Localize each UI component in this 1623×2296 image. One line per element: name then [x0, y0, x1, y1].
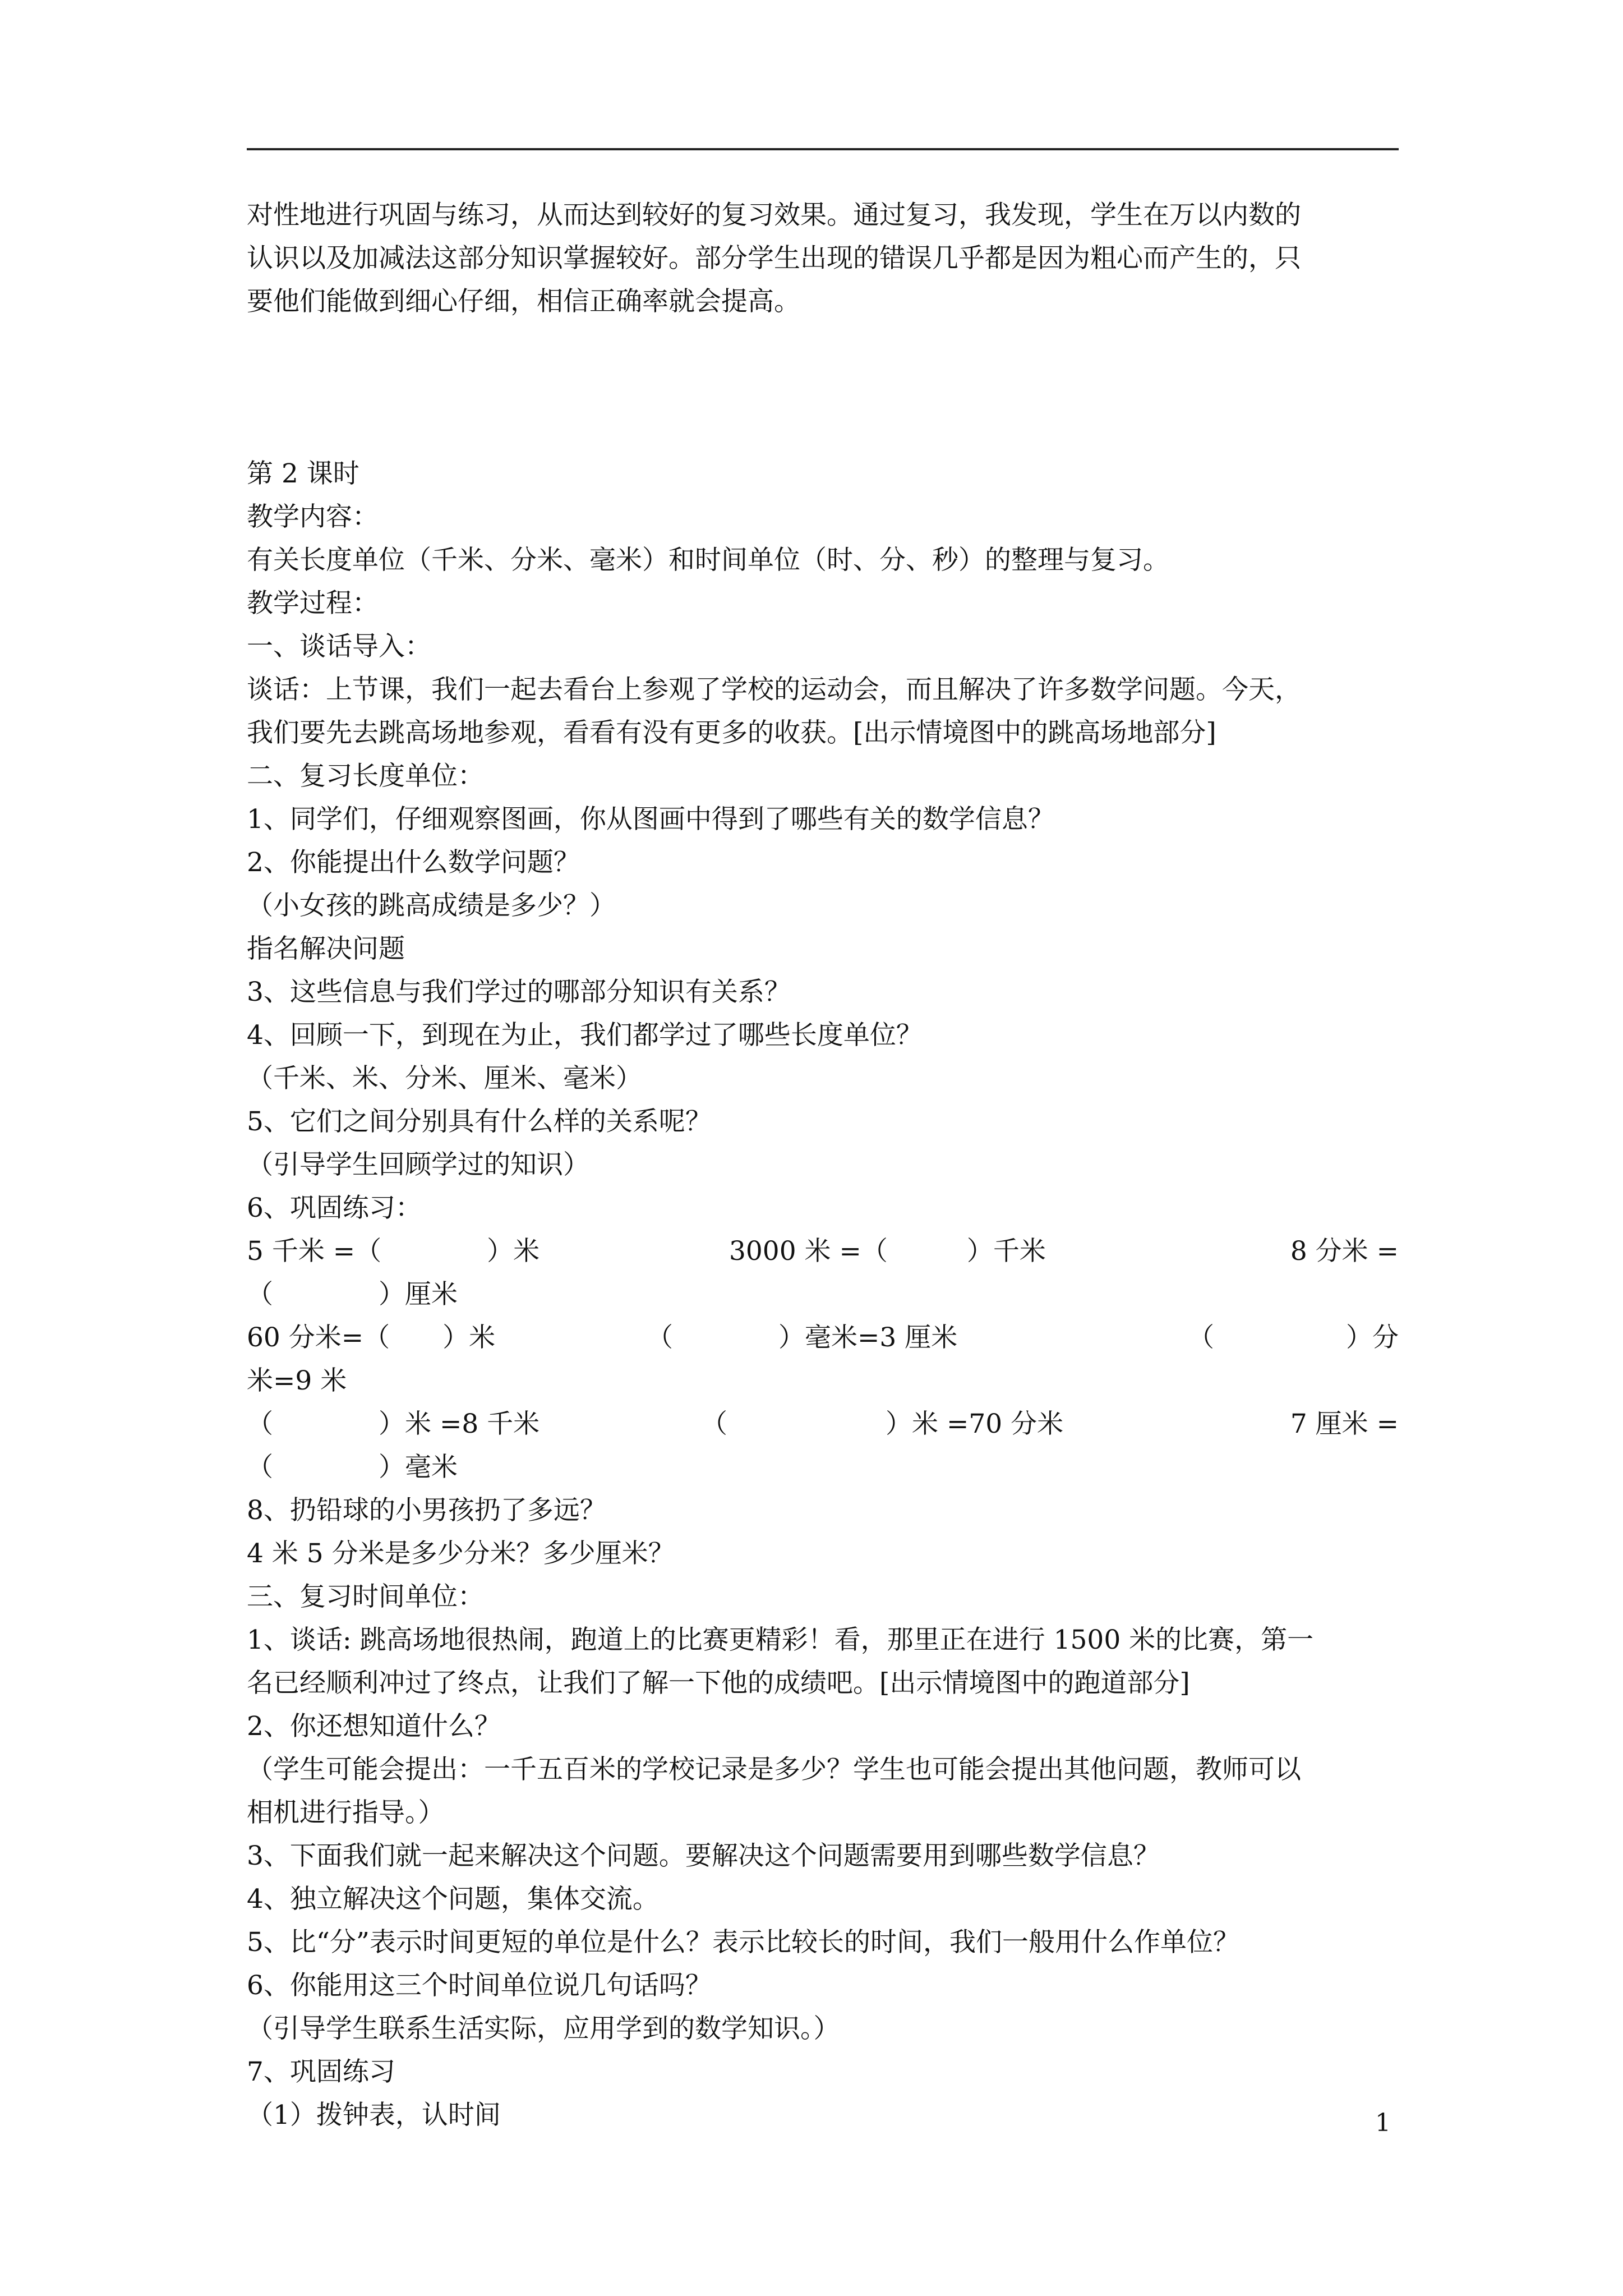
- paragraph-line: （引导学生联系生活实际，应用学到的数学知识。）: [247, 2013, 840, 2044]
- paragraph-line: 认识以及加减法这部分知识掌握较好。部分学生出现的错误几乎都是因为粗心而产生的，只: [247, 243, 1301, 274]
- paragraph-line: 8、扔铅球的小男孩扔了多远？: [247, 1495, 606, 1526]
- exercise-item: 5 千米 =（ ）米: [247, 1236, 540, 1267]
- paragraph-line: 3、这些信息与我们学过的哪部分知识有关系？: [247, 977, 791, 1007]
- paragraph-line: 二、复习长度单位：: [247, 761, 484, 792]
- paragraph-line: （千米、米、分米、厘米、毫米）: [247, 1063, 642, 1094]
- paragraph-line: 4、回顾一下，到现在为止，我们都学过了哪些长度单位？: [247, 1020, 923, 1051]
- header-rule: [247, 148, 1399, 150]
- paragraph-line: （1）拨钟表，认时间: [247, 2100, 501, 2131]
- paragraph-line: 6、巩固练习：: [247, 1193, 422, 1223]
- paragraph-line: 谈话：上节课，我们一起去看台上参观了学校的运动会，而且解决了许多数学问题。今天，: [247, 674, 1301, 705]
- paragraph-line: 指名解决问题: [247, 933, 405, 964]
- exercise-continuation: 米=9 米: [247, 1365, 347, 1396]
- exercise-item: （ ）米 =70 分米: [701, 1409, 1064, 1439]
- paragraph-line: 我们要先去跳高场地参观，看看有没有更多的收获。[出示情境图中的跳高场地部分]: [247, 717, 1216, 748]
- exercise-item: （ ）毫米=3 厘米: [647, 1322, 958, 1353]
- exercise-row: [247, 1402, 1399, 1446]
- paragraph-line: 相机进行指导。）: [247, 1797, 445, 1828]
- exercise-item: 60 分米=（ ）米: [247, 1322, 496, 1353]
- paragraph-line: 要他们能做到细心仔细，相信正确率就会提高。: [247, 286, 800, 317]
- exercise-item: 8 分米 =: [1290, 1236, 1399, 1267]
- exercise-row: [247, 1316, 1399, 1359]
- exercise-continuation: （ ）毫米: [247, 1452, 458, 1483]
- paragraph-line: （小女孩的跳高成绩是多少？）: [247, 890, 616, 921]
- section-gap: [247, 323, 1399, 452]
- paragraph-line: 名已经顺利冲过了终点，让我们了解一下他的成绩吧。[出示情境图中的跑道部分]: [247, 1668, 1190, 1699]
- page-number: 1: [1375, 2109, 1391, 2137]
- paragraph-line: （引导学生回顾学过的知识）: [247, 1149, 589, 1180]
- paragraph-line: 4、独立解决这个问题，集体交流。: [247, 1884, 659, 1915]
- paragraph-line: （学生可能会提出：一千五百米的学校记录是多少？学生也可能会提出其他问题，教师可以: [247, 1754, 1301, 1785]
- paragraph-line: 6、你能用这三个时间单位说几句话吗？: [247, 1970, 712, 2001]
- exercise-row: [247, 1230, 1399, 1273]
- paragraph-line: 三、复习时间单位：: [247, 1581, 484, 1612]
- paragraph-line: 对性地进行巩固与练习，从而达到较好的复习效果。通过复习，我发现，学生在万以内数的: [247, 200, 1301, 231]
- exercise-item: （ ）分: [1188, 1322, 1399, 1353]
- paragraph-line: 2、你还想知道什么？: [247, 1711, 501, 1742]
- paragraph-line: 1、谈话: 跳高场地很热闹，跑道上的比赛更精彩！看，那里正在进行 1500 米的比赛，第一: [247, 1625, 1314, 1655]
- paragraph-line: 5、比“分”表示时间更短的单位是什么？表示比较长的时间，我们一般用什么作单位？: [247, 1927, 1239, 1958]
- exercise-item: （ ）米 =8 千米: [247, 1409, 540, 1439]
- paragraph-line: 有关长度单位（千米、分米、毫米）和时间单位（时、分、秒）的整理与复习。: [247, 545, 1169, 576]
- exercise-item: 7 厘米 =: [1290, 1409, 1399, 1439]
- paragraph-line: 教学过程：: [247, 588, 379, 619]
- paragraph-line: 7、巩固练习: [247, 2056, 395, 2087]
- document-body: [247, 194, 1399, 2137]
- exercise-item: 3000 米 =（ ）千米: [729, 1236, 1046, 1267]
- paragraph-line: 4 米 5 分米是多少分米？多少厘米？: [247, 1538, 675, 1569]
- paragraph-line: 2、你能提出什么数学问题？: [247, 847, 580, 878]
- exercise-continuation: （ ）厘米: [247, 1279, 458, 1310]
- paragraph-line: 1、同学们，仔细观察图画，你从图画中得到了哪些有关的数学信息？: [247, 804, 1054, 835]
- paragraph-line: 教学内容：: [247, 501, 379, 532]
- paragraph-line: 5、它们之间分别具有什么样的关系呢？: [247, 1106, 712, 1137]
- paragraph-line: 3、下面我们就一起来解决这个问题。要解决这个问题需要用到哪些数学信息？: [247, 1841, 1160, 1871]
- lesson-title: 第 2 课时: [247, 458, 359, 489]
- paragraph-line: 一、谈话导入：: [247, 631, 431, 662]
